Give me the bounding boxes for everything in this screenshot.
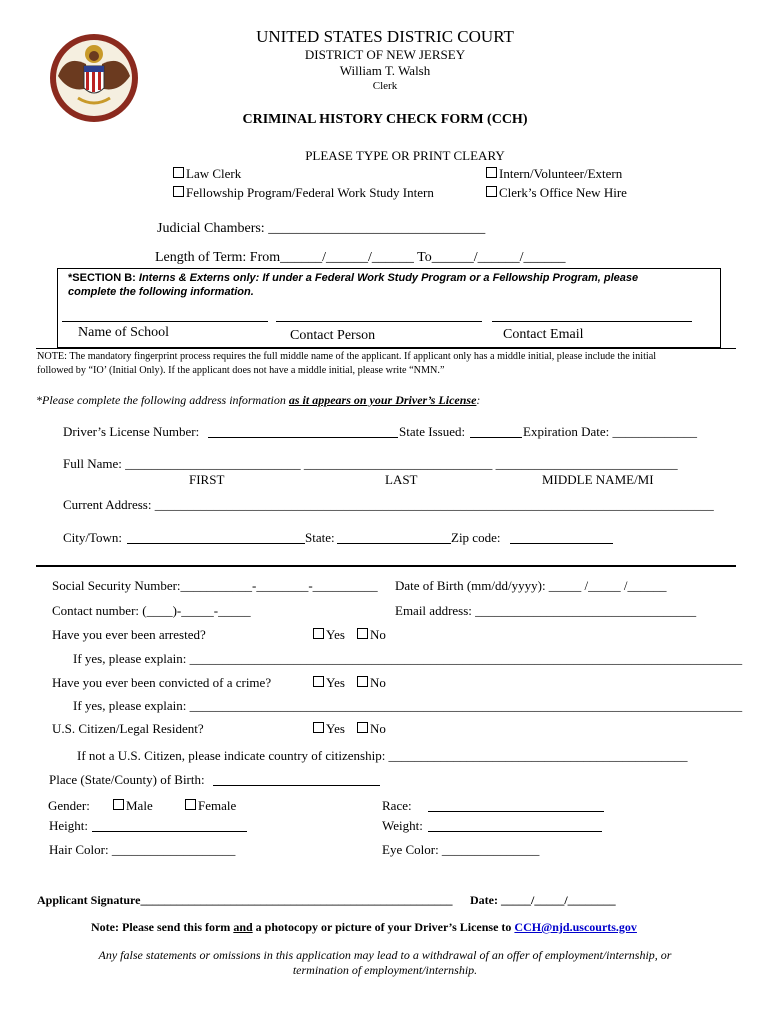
birthplace-input[interactable]	[213, 785, 380, 786]
section-b-desc: Interns & Externs only: If under a Federal Work Study Program or a Fellowship Program, please	[135, 272, 639, 284]
ssn-field[interactable]: Social Security Number:___________-________-__________	[52, 578, 378, 593]
intern-label: Intern/Volunteer/Extern	[499, 166, 623, 181]
current-address-field[interactable]: Current Address: ______________________________________________________________________________________	[63, 497, 714, 512]
city-label: City/Town:	[63, 530, 123, 545]
license-number-input[interactable]	[208, 437, 398, 438]
section-b-text	[68, 272, 638, 284]
clerks-office-checkbox[interactable]	[486, 186, 497, 197]
zip-label: Zip code:	[451, 530, 501, 545]
citizen-no[interactable]	[357, 721, 386, 737]
convicted-yes-checkbox[interactable]	[313, 676, 324, 687]
convicted-question: Have you ever been convicted of a crime?	[52, 675, 272, 690]
arrested-yes-checkbox[interactable]	[313, 628, 324, 639]
address-instruction	[36, 393, 480, 408]
school-line[interactable]	[62, 321, 268, 322]
gender-label: Gender:	[48, 798, 90, 813]
clerk-title: Clerk	[372, 80, 398, 92]
zip-input[interactable]	[510, 543, 613, 544]
signature-date-field[interactable]: Date: _____/_____/________	[470, 893, 616, 907]
eye-color-field[interactable]: Eye Color: _______________	[382, 842, 540, 857]
cch-email-link[interactable]: CCH@njd.uscourts.gov	[514, 920, 637, 934]
arrested-no-checkbox[interactable]	[357, 628, 368, 639]
gender-female[interactable]	[185, 798, 236, 814]
full-name-field[interactable]: Full Name: ___________________________ _____________________________ ____________________________	[63, 456, 678, 471]
state-issued-input[interactable]	[470, 437, 522, 438]
intern-option[interactable]	[486, 166, 622, 182]
male-checkbox[interactable]	[113, 799, 124, 810]
length-of-term-field[interactable]: Length of Term: From______/______/______ To______/______/______	[155, 250, 566, 265]
note-line-2: followed by “IO’ (Initial Only). If the applicant does not have a middle initial, please write “NMN.”	[37, 365, 445, 376]
birthplace-label: Place (State/County) of Birth:	[49, 772, 205, 787]
section-b-text-2: complete the following information.	[68, 286, 254, 298]
weight-input[interactable]	[428, 831, 602, 832]
false-statement-warning-2: termination of employment/internship.	[292, 963, 478, 977]
footer-note	[91, 920, 637, 935]
arrested-yes-label: Yes	[326, 627, 345, 642]
footer-note-mid: a photocopy or picture of your Driver’s License to	[252, 920, 515, 934]
intern-checkbox[interactable]	[486, 167, 497, 178]
law-clerk-label: Law Clerk	[186, 166, 242, 181]
convicted-no-checkbox[interactable]	[357, 676, 368, 687]
note-line-1: NOTE: The mandatory fingerprint process requires the full middle name of the applicant. If applicant only has a middle initial, please include the initial	[37, 351, 657, 362]
district-name: DISTRICT OF NEW JERSEY	[304, 47, 466, 62]
convicted-yes-label: Yes	[326, 675, 345, 690]
court-name: UNITED STATES DISTRIC COURT	[256, 27, 514, 46]
gender-male[interactable]	[113, 798, 153, 814]
citizen-yes[interactable]	[313, 721, 345, 737]
male-label: Male	[126, 798, 153, 813]
first-name-caption: FIRST	[189, 472, 225, 487]
citizen-no-label: No	[370, 721, 386, 736]
female-label: Female	[198, 798, 237, 813]
address-instruction-prefix: *Please complete the following address information	[36, 393, 289, 407]
convicted-no-label: No	[370, 675, 386, 690]
citizen-yes-label: Yes	[326, 721, 345, 736]
convicted-no[interactable]	[357, 675, 386, 691]
contact-email-label: Contact Email	[503, 327, 584, 342]
license-number-label: Driver’s License Number:	[63, 424, 200, 439]
fellowship-option[interactable]	[173, 185, 434, 201]
citizen-question: U.S. Citizen/Legal Resident?	[52, 721, 204, 736]
arrested-question: Have you ever been arrested?	[52, 627, 206, 642]
clerk-name: William T. Walsh	[339, 63, 431, 78]
law-clerk-checkbox[interactable]	[173, 167, 184, 178]
arrested-yes[interactable]	[313, 627, 345, 643]
contact-person-label: Contact Person	[290, 328, 376, 343]
city-state-label: State:	[305, 530, 335, 545]
last-name-caption: LAST	[385, 472, 418, 487]
email-address-field[interactable]: Email address: __________________________________	[395, 603, 697, 618]
race-label: Race:	[382, 798, 412, 813]
citizen-yes-checkbox[interactable]	[313, 722, 324, 733]
false-statement-warning-1: Any false statements or omissions in this application may lead to a withdrawal of an offer of employment/internship, or	[98, 948, 672, 962]
citizenship-country-field[interactable]: If not a U.S. Citizen, please indicate country of citizenship: ______________________________________________	[77, 748, 688, 763]
form-title: CRIMINAL HISTORY CHECK FORM (CCH)	[242, 112, 528, 127]
contact-number-field[interactable]: Contact number: (____)-_____-_____	[52, 603, 251, 618]
clerks-office-label: Clerk’s Office New Hire	[499, 185, 627, 200]
footer-note-and: and	[233, 920, 253, 934]
city-input[interactable]	[127, 543, 305, 544]
state-issued-label: State Issued:	[399, 424, 466, 439]
convicted-yes[interactable]	[313, 675, 345, 691]
section-divider	[36, 565, 736, 567]
section-b-lead: *SECTION B:	[68, 272, 136, 284]
citizen-no-checkbox[interactable]	[357, 722, 368, 733]
clerks-office-option[interactable]	[486, 185, 627, 201]
female-checkbox[interactable]	[185, 799, 196, 810]
hair-color-field[interactable]: Hair Color: ___________________	[49, 842, 236, 857]
footer-note-prefix: Note: Please send this form	[91, 920, 234, 934]
fellowship-checkbox[interactable]	[173, 186, 184, 197]
arrested-no-label: No	[370, 627, 386, 642]
height-input[interactable]	[92, 831, 247, 832]
address-instruction-suffix: :	[476, 393, 481, 407]
note-divider	[36, 348, 736, 349]
school-label: Name of School	[78, 325, 169, 340]
height-label: Height:	[49, 818, 88, 833]
applicant-signature-field[interactable]: Applicant Signature____________________________________________________	[37, 893, 453, 907]
fellowship-label: Fellowship Program/Federal Work Study Intern	[186, 185, 434, 200]
weight-label: Weight:	[382, 818, 423, 833]
arrested-no[interactable]	[357, 627, 386, 643]
race-input[interactable]	[428, 811, 604, 812]
contact-line[interactable]	[276, 321, 482, 322]
expiration-date-field[interactable]: Expiration Date: _____________	[523, 424, 698, 439]
court-seal-logo	[48, 32, 140, 124]
convicted-explain-field[interactable]: If yes, please explain: _____________________________________________________________________________________	[73, 698, 743, 713]
law-clerk-option[interactable]	[173, 166, 241, 182]
judicial-chambers-field[interactable]: Judicial Chambers: _______________________________	[157, 221, 486, 236]
dob-field[interactable]: Date of Birth (mm/dd/yyyy): _____ /_____ /______	[395, 578, 667, 593]
address-instruction-emph: as it appears on your Driver’s License	[288, 393, 477, 407]
arrested-explain-field[interactable]: If yes, please explain: _____________________________________________________________________________________	[73, 651, 743, 666]
middle-name-caption: MIDDLE NAME/MI	[542, 472, 654, 487]
print-instruction: PLEASE TYPE OR PRINT CLEARY	[305, 148, 505, 163]
email-line[interactable]	[492, 321, 692, 322]
city-state-input[interactable]	[337, 543, 451, 544]
